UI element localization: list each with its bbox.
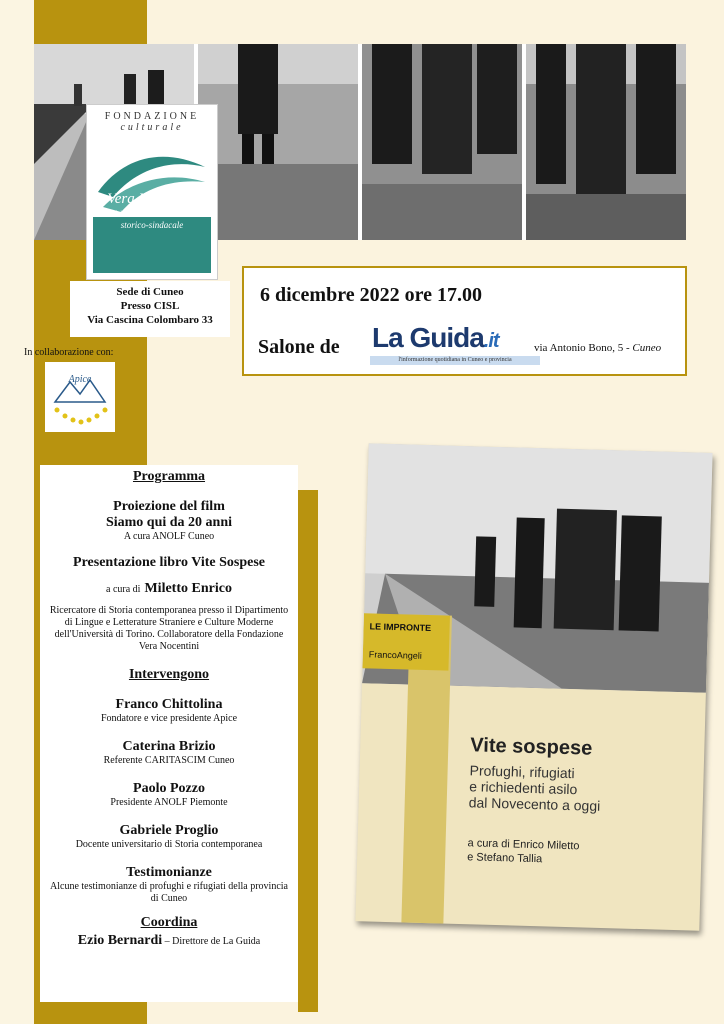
speaker-name: Gabriele Proglio (119, 823, 219, 838)
curator-bio: Ricercatore di Storia contemporanea presso il Dipartimento di Lingue e Letterature Straniere e Culture Moderne dell'Università di Torino. Collaboratore della Fondazione Vera Nocentini (49, 605, 289, 652)
sede-line-1: Sede di Cuneo (116, 286, 184, 298)
book-cover (355, 443, 712, 930)
speaker-item (40, 697, 298, 725)
logo-line-1: FONDAZIONE (104, 111, 200, 122)
book-subtitle (469, 762, 670, 816)
book-authors-1: a cura di Enrico Miletto (467, 837, 580, 853)
newspaper-logo (372, 322, 499, 354)
speaker-name: Testimonianze (126, 865, 212, 880)
logo-line-2: culturale (120, 122, 184, 133)
film-by: A cura ANOLF Cuneo (123, 531, 215, 542)
speaker-role: Alcune testimonianze di profughi e rifugiati della provincia di Cuneo (50, 881, 288, 904)
film-title: Proiezione del film (113, 499, 225, 514)
event-date: 6 dicembre 2022 ore 17.00 (260, 284, 483, 306)
apice-label: Apice (68, 374, 92, 385)
collaboration-label: In collaborazione con: (24, 347, 114, 358)
speaker-role: Docente universitario di Storia contemporanea (75, 839, 263, 850)
book-subtitle-1: Profughi, rifugiati (469, 762, 575, 782)
newspaper-name: La Guida (372, 322, 484, 353)
moderator-name: Ezio Bernardi (77, 933, 163, 948)
curator-prefix: a cura di (106, 584, 141, 595)
speakers-heading: Intervengono (128, 667, 210, 682)
event-box (242, 266, 687, 376)
address-street: via Antonio Bono, 5 - (534, 342, 633, 354)
logo-name: Vera Nocentini (107, 191, 197, 207)
book-title: Vite sospese (470, 734, 593, 760)
book-subtitle-2: e richiedenti asilo (468, 778, 578, 798)
speaker-name: Caterina Brizio (122, 739, 216, 754)
book-publisher: FrancoAngeli (368, 649, 422, 661)
address-city: Cuneo (632, 342, 662, 354)
speaker-role: Presidente ANOLF Piemonte (110, 797, 228, 808)
film-name: Siamo qui da 20 anni (105, 515, 233, 530)
moderator-heading: Coordina (140, 915, 198, 930)
moderator-line (40, 931, 298, 949)
book-authors (467, 836, 580, 867)
program-panel (40, 465, 298, 1002)
speaker-role: Referente CARITASCIM Cuneo (103, 755, 235, 766)
curator-name: Miletto Enrico (144, 581, 232, 596)
book-presentation: Presentazione libro Vite Sospese (73, 555, 265, 570)
event-address (534, 342, 661, 354)
speaker-item (40, 739, 298, 767)
speaker-role: Fondatore e vice presidente Apice (100, 713, 238, 724)
mountain-icon (45, 362, 115, 432)
sede-line-2: Presso CISL (120, 300, 180, 312)
logo-sub-2: storico-sindacale (120, 220, 184, 230)
speaker-item (40, 823, 298, 851)
apice-logo (45, 362, 115, 432)
program-heading: Programma (132, 469, 206, 484)
book-series-tag (362, 613, 450, 670)
photo-walkers-3 (362, 44, 522, 240)
photo-walkers-2 (198, 44, 358, 240)
logo-sub-1: biblioteca e archivio (114, 209, 190, 219)
curator-line (40, 579, 298, 597)
venue-address-box (70, 281, 230, 337)
newspaper-suffix: .it (483, 330, 499, 352)
logo-subtitle (87, 209, 217, 231)
gold-accent-bar (298, 490, 318, 1012)
background-left (0, 0, 34, 1024)
venue-prefix: Salone de (258, 336, 340, 358)
speaker-item (40, 781, 298, 809)
book-subtitle-3: dal Novecento a oggi (468, 794, 601, 814)
newspaper-tagline: l'informazione quotidiana in Cuneo e provincia (370, 356, 540, 365)
sede-line-3: Via Cascina Colombaro 33 (87, 314, 213, 326)
photo-walkers-4 (526, 44, 686, 240)
moderator-role: – Direttore de La Guida (162, 936, 261, 947)
speaker-name: Franco Chittolina (115, 697, 223, 712)
book-series: LE IMPRONTE (369, 621, 432, 634)
speaker-item (40, 865, 298, 905)
foundation-logo (86, 104, 218, 280)
speaker-name: Paolo Pozzo (133, 781, 205, 796)
book-authors-2: e Stefano Tallia (467, 851, 543, 866)
